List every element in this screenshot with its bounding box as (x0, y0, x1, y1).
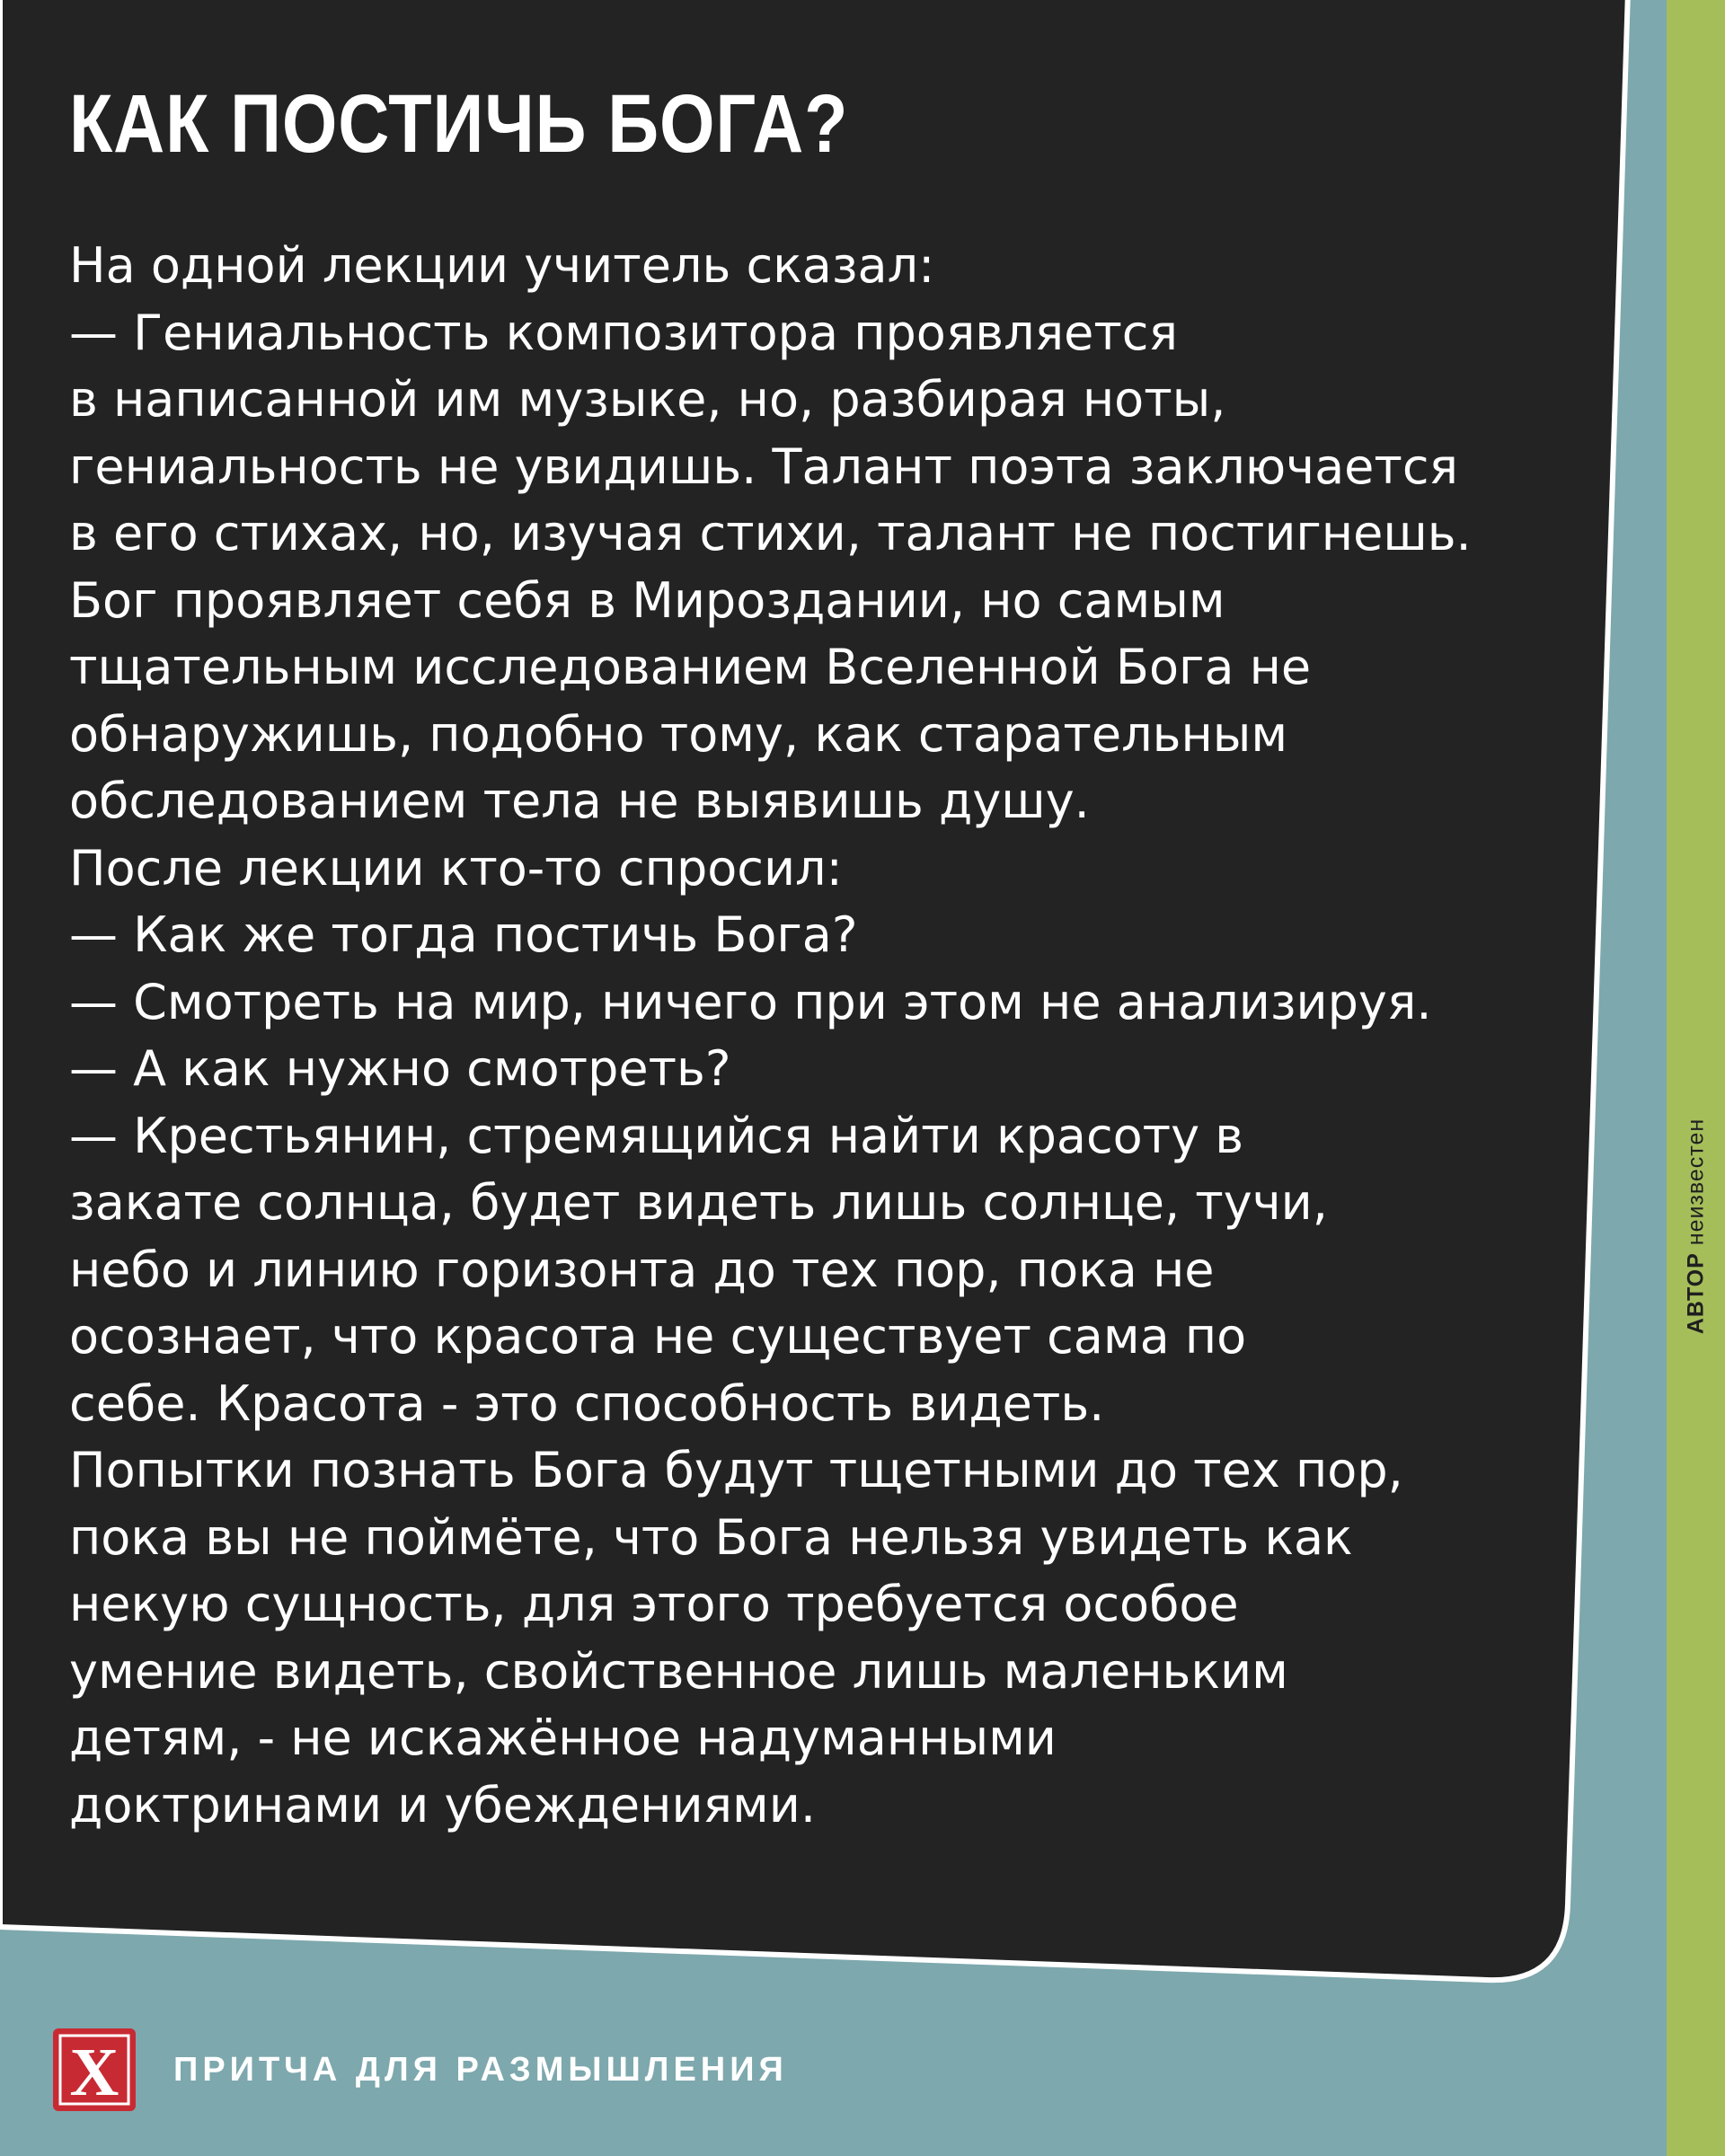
text-line: закате солнца, будет видеть лишь солнце, тучи, (69, 1174, 1328, 1231)
text-line: детям, - не искажённое надуманными (69, 1710, 1057, 1766)
x-logo-icon (51, 2027, 137, 2113)
text-line: обследованием тела не выявишь душу. (69, 773, 1090, 829)
text-line: Попытки познать Бога будут тщетными до тех пор, (69, 1442, 1403, 1498)
text-line: — А как нужно смотреть? (69, 1040, 731, 1097)
text-line: После лекции кто-то спросил: (69, 839, 843, 897)
text-line: гениальность не увидишь. Талант поэта заключается (69, 437, 1459, 495)
author-label: АВТОР (1683, 1252, 1709, 1335)
text-line: обнаружишь, подобно тому, как старательным (69, 705, 1288, 763)
author-credit (1684, 1118, 1710, 1334)
text-line: — Гениальность композитора проявляется (69, 304, 1178, 361)
text-line: доктринами и убеждениями. (69, 1776, 817, 1833)
text-line: умение видеть, свойственное лишь маленьким (69, 1642, 1288, 1700)
text-line: в написанной им музыке, но, разбирая ноты, (69, 371, 1226, 428)
text-line: — Смотреть на мир, ничего при этом не анализируя. (69, 973, 1432, 1030)
page-title: КАК ПОСТИЧЬ БОГА? (69, 78, 849, 170)
text-line: некую сущность, для этого требуется особое (69, 1576, 1239, 1632)
text-line: На одной лекции учитель сказал: (69, 237, 935, 294)
text-line: небо и линию горизонта до тех пор, пока не (69, 1241, 1215, 1298)
parable-text (69, 233, 1614, 1839)
author-name: неизвестен (1683, 1118, 1709, 1246)
text-line: осознает, что красота не существует сама по (69, 1308, 1247, 1365)
text-line: себе. Красота - это способность видеть. (69, 1374, 1105, 1432)
text-line: — Крестьянин, стремящийся найти красоту в (69, 1107, 1244, 1164)
text-line: в его стихах, но, изучая стихи, талант не постигнешь. (69, 505, 1472, 561)
text-line: пока вы не поймёте, что Бога нельзя увидеть как (69, 1508, 1353, 1566)
footer-caption: ПРИТЧА ДЛЯ РАЗМЫШЛЕНИЯ (173, 2051, 788, 2089)
text-line: тщательным исследованием Вселенной Бога не (69, 639, 1312, 695)
text-line: Бог проявляет себя в Мироздании, но самым (69, 571, 1225, 629)
text-line: — Как же тогда постичь Бога? (69, 906, 858, 963)
logo-letter: X (69, 2035, 119, 2110)
